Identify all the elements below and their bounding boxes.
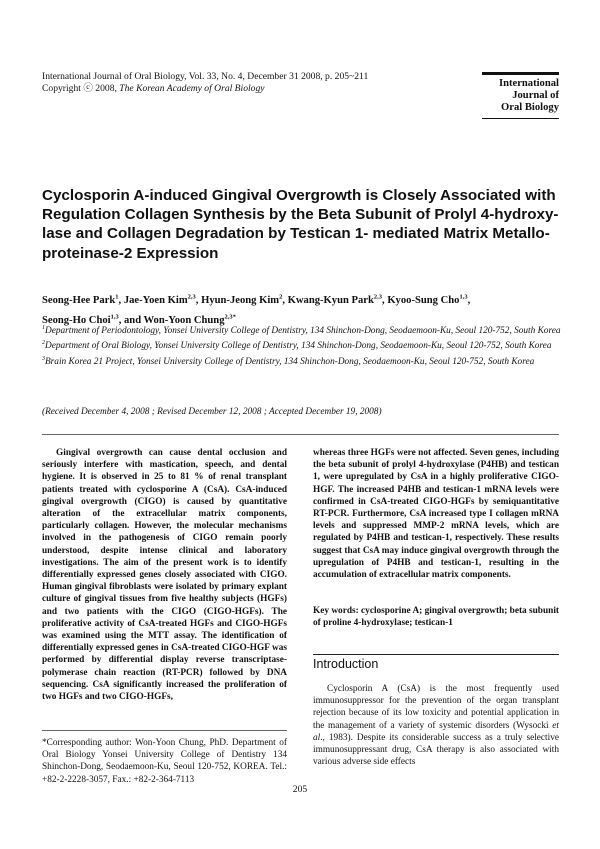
copyright-year: 2008, xyxy=(92,82,120,94)
author: Jae-Yoen Kim$^{2,3}$, xyxy=(123,293,202,306)
journal-name-line: Journal of xyxy=(512,90,559,102)
affiliation: $^1$Department of Periodontology, Yonsei University College of Dentistry, 134 Shinchon-Dong, Seodaemoon-Ku, Seoul 120-752, South Korea xyxy=(42,325,561,337)
divider-rule xyxy=(42,434,559,435)
journal-name-line: Oral Biology xyxy=(501,102,559,114)
journal-citation-header xyxy=(42,71,442,94)
author: Kyoo-Sung Cho$^{1,3}$, xyxy=(387,293,471,306)
abstract-left-column xyxy=(42,447,287,703)
copyright-org: The Korean Academy of Oral Biology xyxy=(119,82,265,94)
author: Seong-Ho Choi$^{1,3}$, xyxy=(42,313,124,327)
corresponding-author-footnote: *Corresponding author: Won-Yoon Chung, PhD. Department of Oral Biology Yonsei University College of Dentistry 134 Shinchon-Dong, Seodaemoon-Ku, Seoul 120-752, KOREA. Tel.: +82-2-2228-3057, Fax.: +82-2-364-7113 xyxy=(42,738,287,785)
author: Hyun-Jeong Kim$^2$, xyxy=(201,293,288,306)
copyright-prefix: Copyright xyxy=(42,82,84,94)
copyright-symbol: ⓒ xyxy=(83,82,93,94)
author: Kwang-Kyun Park$^{2,3}$, xyxy=(287,293,388,306)
abstract-right-column xyxy=(313,447,559,581)
journal-name-box xyxy=(482,72,559,119)
journal-name-line: International xyxy=(498,78,559,89)
citation-line: International Journal of Oral Biology, Vol. 33, No. 4, December 31 2008, p. 205~211 xyxy=(42,71,369,82)
abstract-paragraph: Gingival overgrowth can cause dental occlusion and seriously interfere with mastication, speech, and dental hygiene. It is observed in 25 to 81 % of renal transplant patients treated with cyclosporine A (CsA). CsA-induced gingival overgrowth (CIGO) is caused by quantitative alteration of the extracellular matrix components, particularly collagen. However, the molecular mechanisms involved in the pathogenesis of CIGO remain poorly understood, despite intense clinical and laboratory investigations. The aim of the present work is to identify differentially expressed genes closely associated with CIGO. Human gingival fibroblasts were isolated by primary explant culture of gingival tissues from five healthy subjects (HGFs) and two patients with the CIGO (CIGO-HGFs). The proliferative activity of CsA-treated HGFs and CIGO-HGFs was examined using the MTT assay. The identification of differentially expressed genes in CsA-treated CIGO-HGF was performed by differential display reverse transcriptase-polymerase chain reaction (RT-PCR) followed by DNA sequencing. CsA significantly increased the proliferation of two HGFs and two CIGO-HGFs, xyxy=(42,448,287,703)
page-number: 205 xyxy=(292,784,308,795)
abstract-paragraph-cont: whereas three HGFs were not affected. Seven genes, including the beta subunit of prolyl 4-hydroxylase (P4HB) and testican 1, were upregulated by CsA in a highly proliferative CIGO-HGF. The increased P4HB and testican-1 mRNA levels were confirmed in CsA-treated CIGO-HGFs by semiquantitative RT-PCR. Furthermore, CsA increased type I collagen mRNA levels and suppressed MMP-2 mRNA levels, which are regulated by P4HB and testican-1, respectively. These results suggest that CsA may induce gingival overgrowth through the upregulation of P4HB and testican-1, resulting in the accumulation of extracellular matrix components. xyxy=(313,448,559,581)
introduction-text xyxy=(313,683,559,768)
copyright-line xyxy=(42,83,442,95)
article-title: Cyclosporin A-induced Gingival Overgrowth is Closely Associated with Regulation Collagen Synthesis by the Beta Subunit of Prolyl 4-hydroxy-lase and Collagen Degradation by Testican 1- mediated Matrix Metallo-proteinase-2 Expression xyxy=(42,187,559,262)
affiliations xyxy=(42,322,562,368)
received-dates: (Received December 4, 2008 ; Revised December 12, 2008 ; Accepted December 19, 2008) xyxy=(42,407,382,417)
author: and Won-Yoon Chung$^{2,3*}$ xyxy=(124,313,236,327)
author: Seong-Hee Park$^1$, xyxy=(42,293,124,306)
keywords: Key words: cyclosporine A; gingival overgrowth; beta subunit of proline 4-hydroxylase; testican-1 xyxy=(313,606,559,629)
affiliation: $^2$Department of Oral Biology, Yonsei University College of Dentistry, 134 Shinchon-Dong, Seodaemoon-Ku, Seoul 120-752, South Korea xyxy=(42,340,552,352)
footnote-rule xyxy=(42,730,287,731)
introduction-paragraph: Cyclosporin A (CsA) is the most frequently used immunosuppressor for the prevention of the organ transplant rejection because of its low toxicity and potential application in the management of a variety of systemic disorders (Wysocki et al., 1983). Despite its considerable success as a truly selective immunosuppressant drug, CsA therapy is also associated with various adverse side effects xyxy=(313,684,559,768)
affiliation: $^3$Brain Korea 21 Project, Yonsei University College of Dentistry, 134 Shinchon-Dong, Seodaemoon-Ku, Seoul 120-752, South Korea xyxy=(42,355,535,367)
section-heading-introduction: Introduction xyxy=(313,654,559,671)
